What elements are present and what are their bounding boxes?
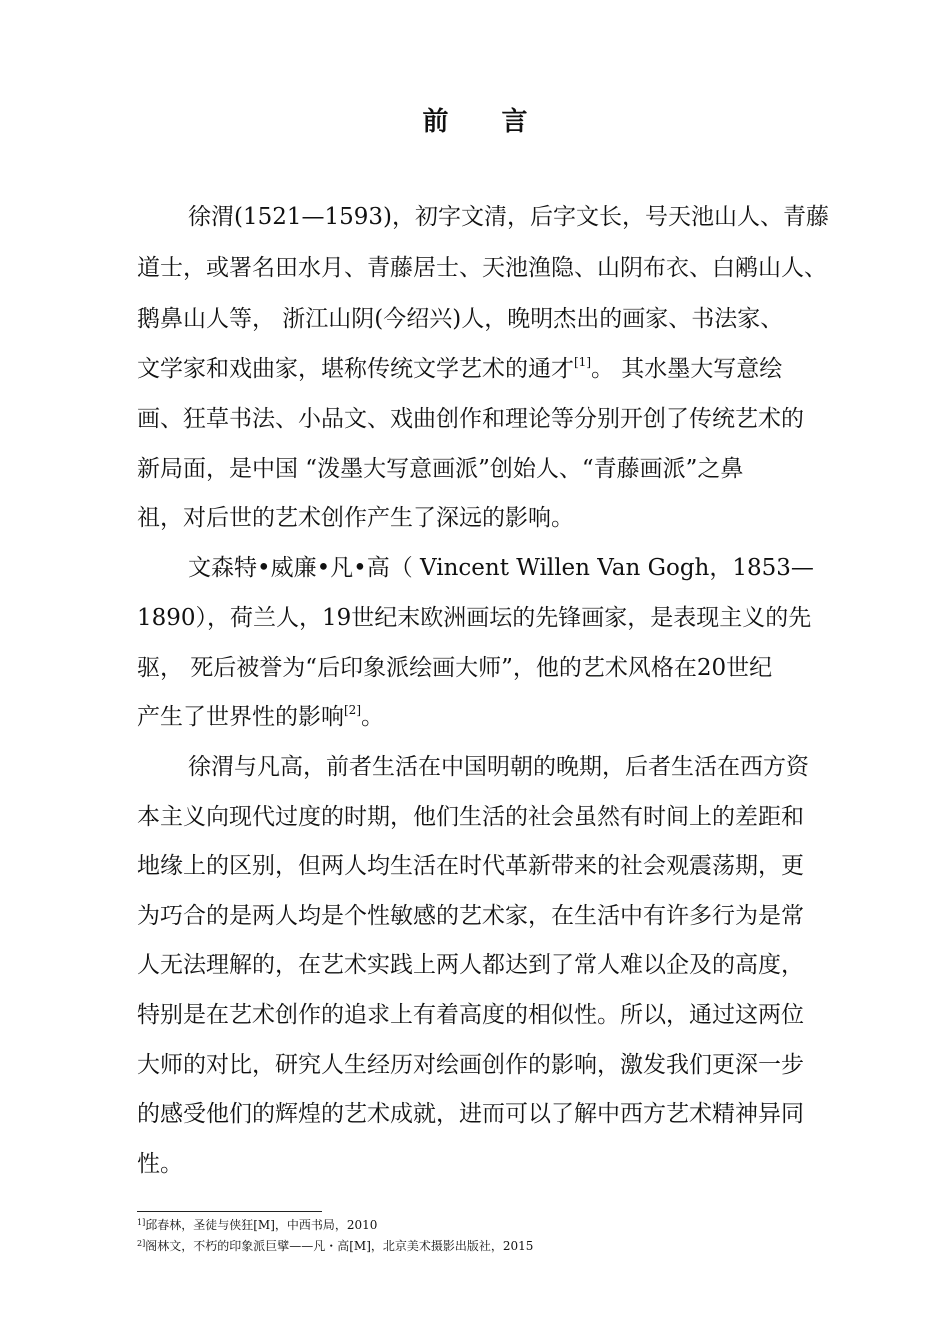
- text-line: [137, 1097, 804, 1131]
- text-line: [137, 601, 811, 635]
- text-line-content: 道士，或署名田水月、青藤居士、天池渔隐、山阴布衣、白鹇山人、: [137, 255, 827, 281]
- text-line-continuation: 。 其水墨大写意绘: [591, 356, 783, 382]
- text-line-content: 徐渭与凡高，前者生活在中国明朝的晚期，后者生活在西方资: [188, 754, 809, 780]
- text-line: [137, 899, 804, 933]
- text-line-content: 特别是在艺术创作的追求上有着高度的相似性。所以，通过这两位: [137, 1002, 804, 1028]
- text-line-continuation: 。: [361, 704, 384, 730]
- text-line: [188, 750, 809, 784]
- text-line-content: 鹅鼻山人等， 浙江山阴(今绍兴)人，晚明杰出的画家、书法家、: [137, 306, 784, 332]
- text-line: [137, 501, 574, 535]
- page-title: 前 言: [422, 107, 550, 137]
- text-line: [137, 948, 804, 982]
- text-line: [137, 251, 827, 285]
- text-line-content: 为巧合的是两人均是个性敏感的艺术家，在生活中有许多行为是常: [137, 903, 804, 929]
- text-line: [137, 402, 804, 436]
- footnote-marker: 1]: [137, 1218, 146, 1227]
- footnote-marker: 2]: [137, 1239, 146, 1248]
- text-line-content: 文森特•威廉•凡•高（ Vincent Willen Van Gogh，1853—: [188, 555, 814, 581]
- text-line: [137, 352, 782, 386]
- text-line-content: 本主义向现代过度的时期，他们生活的社会虽然有时间上的差距和: [137, 804, 804, 830]
- text-line-content: 新局面，是中国 “泼墨大写意画派”创始人、“青藤画派”之鼻: [137, 456, 744, 482]
- citation-marker: [2]: [344, 703, 361, 717]
- text-line-content: 大师的对比，研究人生经历对绘画创作的影响，激发我们更深一步: [137, 1052, 804, 1078]
- text-line-content: 驱， 死后被誉为“后印象派绘画大师”，他的艺术风格在20世纪: [137, 655, 773, 681]
- text-line: [137, 700, 384, 734]
- text-line: [137, 849, 804, 883]
- footnote-divider: [137, 1211, 322, 1212]
- text-line: [137, 651, 772, 685]
- text-line-content: 徐渭(1521—1593)，初字文清，后字文长，号天池山人、青藤: [188, 204, 830, 230]
- text-line-content: 产生了世界性的影响: [137, 704, 344, 730]
- text-line-content: 画、狂草书法、小品文、戏曲创作和理论等分别开创了传统艺术的: [137, 406, 804, 432]
- text-line-content: 1890），荷兰人，19世纪末欧洲画坛的先锋画家，是表现主义的先: [137, 605, 812, 631]
- footnote-text: 邱春林，圣徒与侠狂[M]，中西书局，2010: [145, 1218, 378, 1232]
- text-line-content: 的感受他们的辉煌的艺术成就，进而可以了解中西方艺术精神异同: [137, 1101, 804, 1127]
- text-line: [137, 1048, 804, 1082]
- text-line-content: 文学家和戏曲家，堪称传统文学艺术的通才: [137, 356, 574, 382]
- text-line: [137, 452, 743, 486]
- text-line: [188, 551, 814, 585]
- footnote-item: [137, 1238, 533, 1254]
- citation-marker: [1]: [574, 355, 591, 369]
- footnote-item: [137, 1217, 377, 1233]
- text-line: [137, 800, 804, 834]
- text-line: [137, 1147, 183, 1181]
- footnote-text: 阁林文，不朽的印象派巨擘——凡・高[M]，北京美术摄影出版社，2015: [145, 1239, 534, 1253]
- text-line-content: 祖，对后世的艺术创作产生了深远的影响。: [137, 505, 574, 531]
- text-line-content: 地缘上的区别，但两人均生活在时代革新带来的社会观震荡期，更: [137, 853, 804, 879]
- text-line-content: 人无法理解的，在艺术实践上两人都达到了常人难以企及的高度，: [137, 952, 804, 978]
- text-line-content: 性。: [137, 1151, 183, 1177]
- text-line: [188, 200, 829, 234]
- text-line: [137, 998, 804, 1032]
- text-line: [137, 302, 783, 336]
